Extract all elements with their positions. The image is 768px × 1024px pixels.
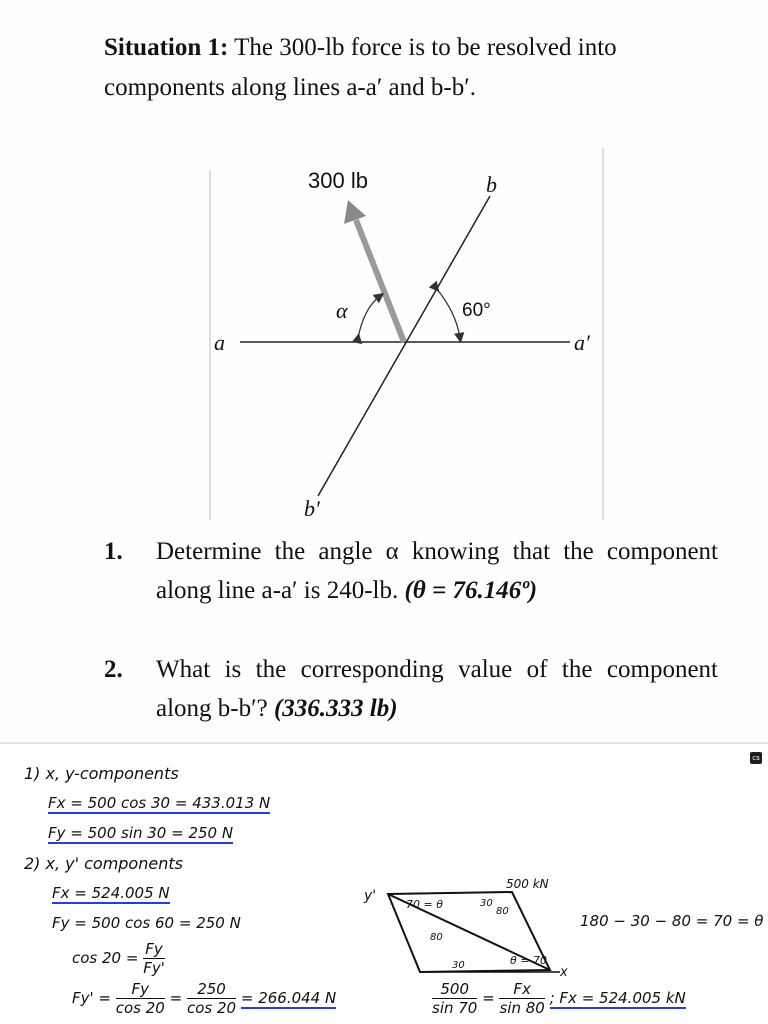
cos20-fraction — [143, 940, 165, 977]
sketch-theta-70: θ = 70 — [510, 954, 547, 967]
law-num-1: 500 — [432, 980, 477, 999]
fy-prime-fraction-1 — [116, 980, 165, 1017]
force-label: 300 lb — [308, 168, 368, 193]
angle-equation: 180 − 30 − 80 = 70 = θ — [580, 912, 764, 930]
fy-prime-fraction-2 — [187, 980, 236, 1017]
cos20-equation — [72, 940, 165, 977]
alpha-arc — [358, 296, 380, 338]
fy-prime-den-1: cos 20 — [115, 999, 165, 1017]
cos20-numerator: Fy — [143, 940, 165, 959]
law-num-2: Fx — [499, 980, 544, 999]
question-number: 2. — [104, 656, 123, 683]
situation-statement — [104, 28, 724, 108]
question-text: What is the corresponding value of the component along b-b′? — [156, 656, 718, 722]
law-fraction-1 — [432, 980, 477, 1017]
law-fraction-2 — [499, 980, 544, 1017]
part2-title: 2) x, y' components — [24, 854, 183, 873]
sketch-angle-30: 30 — [480, 898, 493, 909]
law-den-2: sin 80 — [499, 999, 545, 1017]
sketch-angle-30b: 30 — [452, 960, 465, 971]
label-b: b — [486, 172, 497, 197]
force-vector-300lb — [356, 220, 404, 342]
situation-text: The 300-lb force is to be resolved into components along lines a-a′ and b-b′. — [104, 34, 617, 101]
label-a: a — [214, 330, 225, 355]
label-b-prime: b′ — [304, 496, 320, 520]
law-result: ; Fx = 524.005 kN — [549, 989, 686, 1007]
fy-prime-den-2: cos 20 — [186, 999, 237, 1017]
line-b-b-prime — [318, 196, 490, 496]
part2-fy: Fy = 500 cos 60 = 250 N — [52, 914, 241, 932]
sketch-angle-80b: 80 — [430, 932, 443, 943]
part1-fy: Fy = 500 sin 30 = 250 N — [48, 824, 234, 842]
force-triangle-sketch — [360, 872, 575, 978]
sketch-force-label: 500 kN — [506, 877, 549, 891]
law-den-1: sin 70 — [432, 999, 478, 1017]
sketch-angle-70: 70 = θ — [406, 898, 443, 911]
question-answer: (336.333 lb) — [273, 695, 398, 722]
question-number: 1. — [104, 538, 123, 565]
camscanner-badge: cs — [750, 752, 762, 764]
force-diagram — [208, 148, 608, 520]
sketch-angle-80: 80 — [496, 906, 509, 917]
cos20-denominator: Fy' — [143, 959, 165, 977]
part1-title: 1) x, y-components — [24, 764, 179, 783]
sixty-degree-arc — [436, 288, 460, 338]
fy-prime-num-2: 250 — [187, 980, 236, 999]
cos20-left: cos 20 = — [72, 949, 139, 967]
fy-prime-result: = 266.044 N — [240, 989, 337, 1007]
part2-fx: Fx = 524.005 N — [52, 884, 170, 902]
question-text: Determine the angle α knowing that the component along line a-a′ is 240-lb. — [156, 538, 718, 604]
alpha-label: α — [336, 298, 348, 323]
fy-prime-num-1: Fy — [116, 980, 165, 999]
fy-prime-left: Fy' = — [72, 989, 111, 1007]
sketch-x-axis-label: x — [560, 965, 568, 978]
label-a-prime: a′ — [574, 330, 590, 355]
question-2 — [104, 650, 718, 728]
situation-label: Situation 1: — [104, 34, 229, 61]
sketch-y-axis-label: y' — [364, 888, 377, 904]
sixty-degree-label: 60° — [462, 300, 491, 321]
law-of-sines-equation: $\frac{500}{\sin 70}$ = $\frac{Fx}{\sin 80}$ ; Fx = 524.005 kN — [432, 980, 686, 1017]
handwritten-notes — [0, 744, 768, 1024]
fy-prime-equation: Fy' = $\frac{Fy}{\cos 20}$ = $\frac{250}{\cos 20}$ = 266.044 N — [72, 980, 337, 1017]
part1-fx: Fx = 500 cos 30 = 433.013 N — [48, 794, 271, 812]
question-answer: (θ = 76.146º) — [404, 577, 538, 604]
question-1 — [104, 532, 718, 610]
